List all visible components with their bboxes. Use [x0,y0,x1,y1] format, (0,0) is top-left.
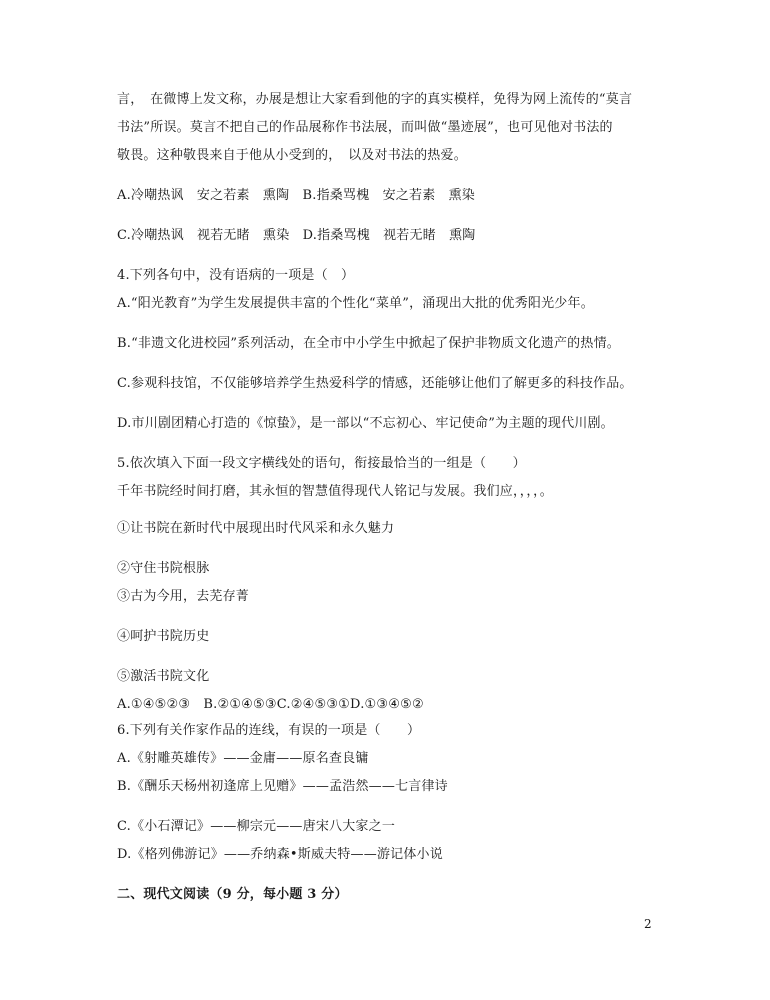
q5-sentence-4: ④呵护书院历史 [117,629,210,644]
q4-option-d: D.市川剧团精心打造的《惊蛰》，是一部以“不忘初心、牢记使命”为主题的现代川剧。 [117,416,614,431]
section-heading-modern-reading: 二、现代文阅读（9 分，每小题 3 分） [117,887,348,902]
q5-stem: 5.依次填入下面一段文字横线处的语句，衔接最恰当的一组是（ ） [117,456,526,471]
q4-stem: 4.下列各句中，没有语病的一项是（ ） [117,268,355,283]
passage-line-2: 书法”所误。莫言不把自己的作品展称作书法展，而叫做“墨迹展”，也可见他对书法的 [117,120,613,135]
passage-line-1: 言， 在微博上发文称，办展是想让大家看到他的字的真实模样，免得为网上流传的“莫言 [117,92,633,107]
q6-option-b: B.《酬乐天杨州初逢席上见赠》——孟浩然——七言律诗 [117,779,448,794]
page-number: 2 [644,917,652,931]
q6-option-d: D.《格列佛游记》——乔纳森•斯威夫特——游记体小说 [117,847,443,862]
q5-sentence-3: ③古为今用，去芜存菁 [117,589,250,604]
q3-options-ab: A.冷嘲热讽 安之若素 熏陶 B.指桑骂槐 安之若素 熏染 [117,188,476,203]
q5-sentence-1: ①让书院在新时代中展现出时代风采和永久魅力 [117,521,395,536]
q5-sentence-2: ②守住书院根脉 [117,561,210,576]
q6-option-c: C.《小石潭记》——柳宗元——唐宋八大家之一 [117,819,396,834]
passage-line-3: 敬畏。这种敬畏来自于他从小受到的， 以及对书法的热爱。 [117,148,467,163]
q3-options-cd: C.冷嘲热讽 视若无睹 熏染 D.指桑骂槐 视若无睹 熏陶 [117,228,476,243]
q4-option-a: A.“阳光教育”为学生发展提供丰富的个性化“菜单”，涌现出大批的优秀阳光少年。 [117,296,594,311]
q6-option-a: A.《射雕英雄传》——金庸——原名查良镛 [117,751,369,766]
q6-stem: 6.下列有关作家作品的连线，有误的一项是（ ） [117,723,421,738]
q4-option-b: B.“非遗文化进校园”系列活动，在全市中小学生中掀起了保护非物质文化遗产的热情。 [117,336,620,351]
q5-options: A.①④⑤②③ B.②①④⑤③C.②④⑤③①D.①③④⑤② [117,697,424,712]
q5-sentence-5: ⑤激活书院文化 [117,669,210,684]
q5-text: 千年书院经时间打磨，其永恒的智慧值得现代人铭记与发展。我们应，，，，。 [117,484,554,499]
q4-option-c: C.参观科技馆，不仅能够培养学生热爱科学的情感，还能够让他们了解更多的科技作品。 [117,376,633,391]
